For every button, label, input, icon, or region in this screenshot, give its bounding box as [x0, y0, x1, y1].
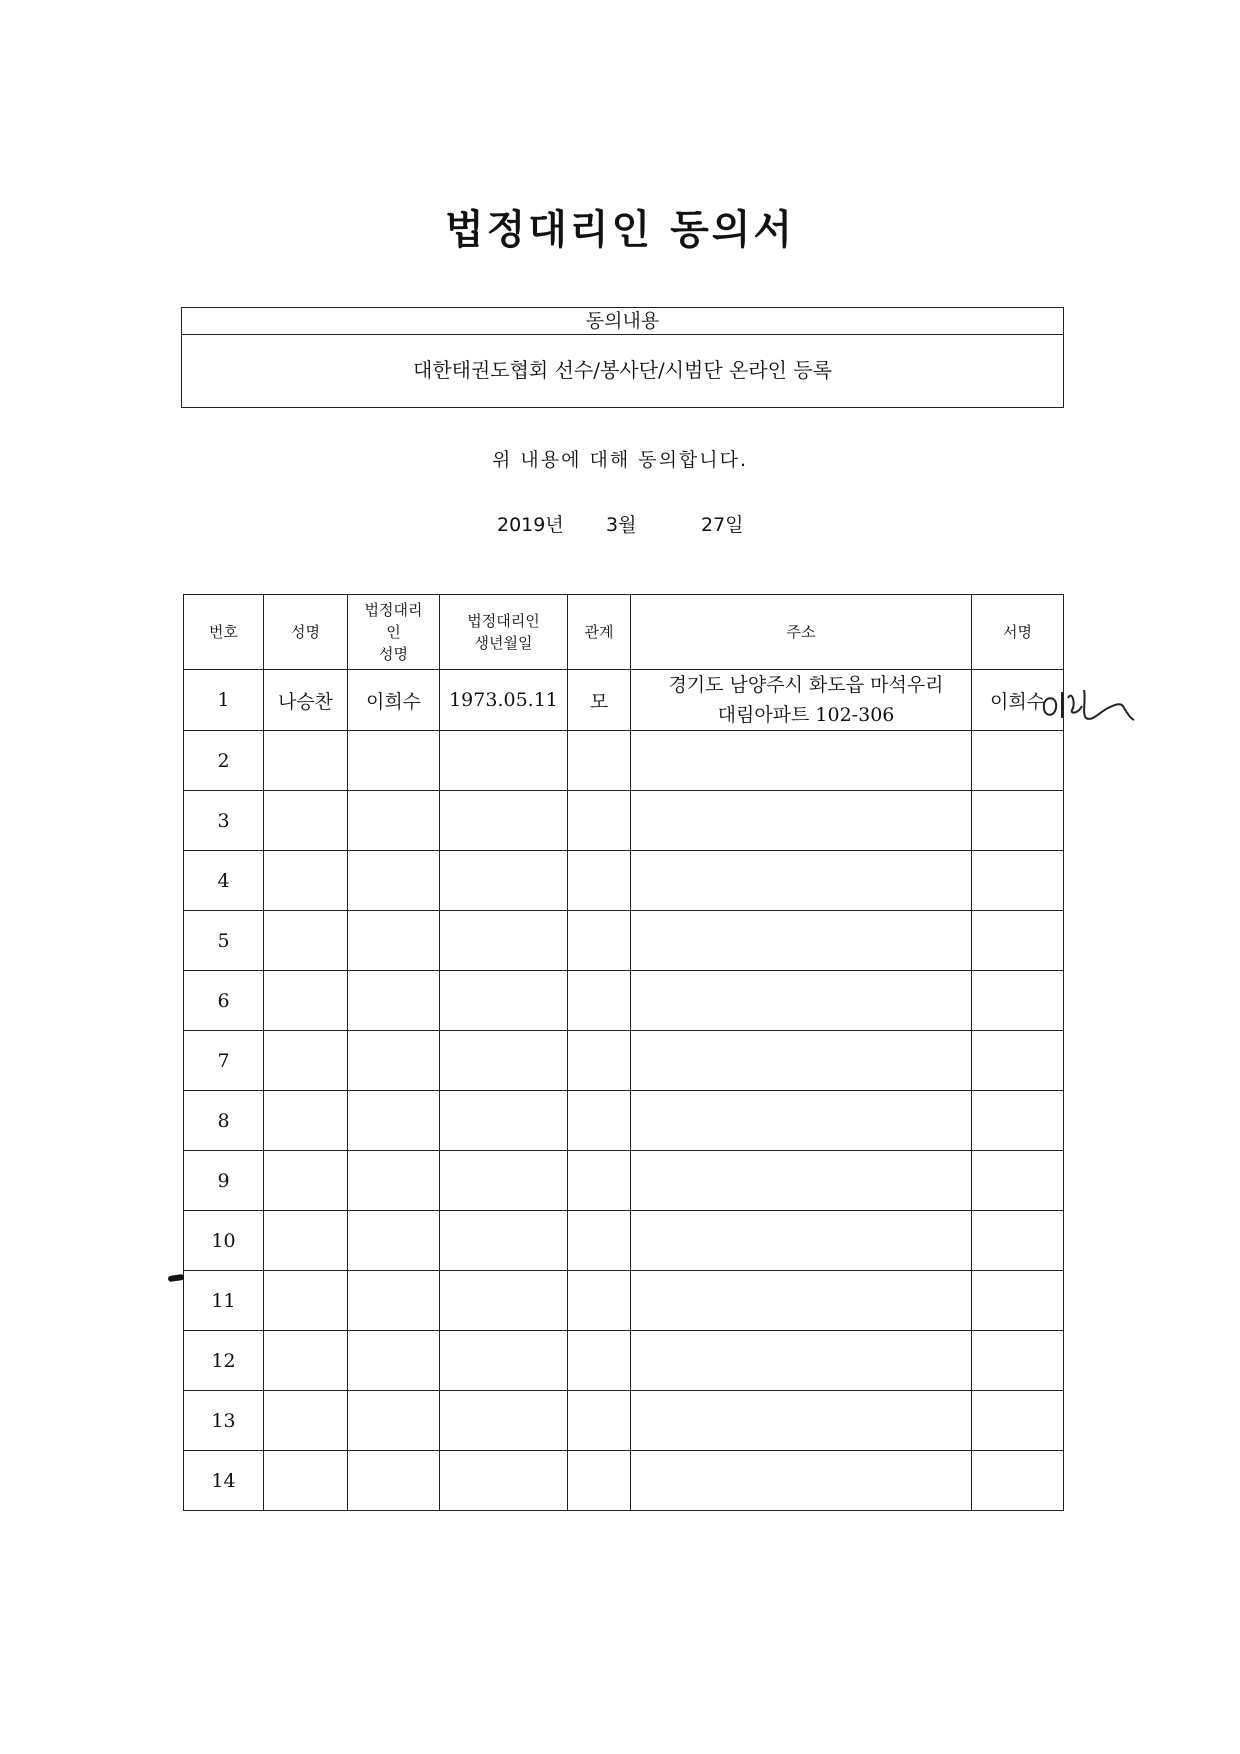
cell-no: 8: [184, 1091, 264, 1151]
cell-address: [631, 911, 972, 971]
cell-birth: [440, 731, 568, 791]
cell-address: [631, 731, 972, 791]
cell-relation: [568, 1331, 631, 1391]
consent-header: 동의내용: [182, 308, 1063, 335]
cell-birth: [440, 1391, 568, 1451]
cell-guardian: [348, 1451, 440, 1511]
cell-name: [264, 1211, 348, 1271]
cell-relation: [568, 1151, 631, 1211]
cell-birth: [440, 1211, 568, 1271]
table-row: [184, 731, 1064, 791]
cell-name: [264, 851, 348, 911]
cell-signature: [972, 851, 1064, 911]
cell-birth: 1973.05.11: [440, 670, 568, 731]
cell-relation: [568, 1451, 631, 1511]
cell-address: [631, 971, 972, 1031]
cell-signature: [972, 1031, 1064, 1091]
handwritten-signature-icon: [1038, 678, 1138, 724]
cell-name: [264, 791, 348, 851]
document-title: 법정대리인 동의서: [444, 207, 796, 253]
address-line2: 대림아파트 102-306: [717, 704, 895, 726]
cell-no: 3: [184, 791, 264, 851]
cell-relation: 모: [568, 670, 631, 731]
header-signature: 서명: [972, 595, 1064, 670]
cell-guardian: [348, 851, 440, 911]
header-guardian-name-line3: 성명: [379, 645, 408, 663]
table-row: [184, 791, 1064, 851]
table-row: [184, 670, 1064, 731]
address-line1: 경기도 남양주시 화도읍 마석우리: [668, 674, 944, 696]
table-row: [184, 1271, 1064, 1331]
cell-birth: [440, 851, 568, 911]
cell-birth: [440, 1331, 568, 1391]
cell-relation: [568, 1391, 631, 1451]
date-day: 27일: [701, 514, 744, 536]
cell-guardian: [348, 1151, 440, 1211]
cell-guardian: [348, 731, 440, 791]
table-row: [184, 1331, 1064, 1391]
cell-address: [631, 1091, 972, 1151]
header-guardian-name-line2: 인: [386, 623, 401, 641]
guardian-table: [183, 594, 1064, 1511]
cell-relation: [568, 791, 631, 851]
header-no: 번호: [184, 595, 264, 670]
table-row: [184, 911, 1064, 971]
cell-no: 14: [184, 1451, 264, 1511]
cell-signature: [972, 791, 1064, 851]
cell-guardian: [348, 1091, 440, 1151]
cell-relation: [568, 1211, 631, 1271]
cell-birth: [440, 1271, 568, 1331]
cell-name: [264, 1391, 348, 1451]
table-row: [184, 1211, 1064, 1271]
table-row: [184, 1151, 1064, 1211]
cell-no: 12: [184, 1331, 264, 1391]
cell-signature: [972, 1391, 1064, 1451]
header-guardian-birth-line2: 생년월일: [474, 634, 533, 652]
cell-signature: [972, 731, 1064, 791]
table-row: [184, 1031, 1064, 1091]
cell-name: 나승찬: [264, 670, 348, 731]
cell-guardian: [348, 971, 440, 1031]
header-guardian-name-line1: 법정대리: [364, 601, 423, 619]
cell-address: [631, 851, 972, 911]
cell-guardian: [348, 911, 440, 971]
cell-address: [631, 1331, 972, 1391]
cell-guardian: [348, 1331, 440, 1391]
cell-name: [264, 1091, 348, 1151]
cell-guardian: [348, 1271, 440, 1331]
cell-name: [264, 1451, 348, 1511]
cell-relation: [568, 851, 631, 911]
cell-no: 13: [184, 1391, 264, 1451]
agreement-statement: 위 내용에 대해 동의합니다.: [491, 449, 749, 471]
cell-no: 4: [184, 851, 264, 911]
cell-birth: [440, 1091, 568, 1151]
cell-name: [264, 971, 348, 1031]
consent-box: [181, 307, 1064, 408]
ink-mark: [168, 1274, 185, 1282]
date-year: 2019년: [497, 514, 564, 536]
cell-address: [631, 1271, 972, 1331]
cell-no: 1: [184, 670, 264, 731]
cell-signature: [972, 1331, 1064, 1391]
cell-address: [631, 1031, 972, 1091]
cell-no: 9: [184, 1151, 264, 1211]
cell-address: [631, 1211, 972, 1271]
cell-birth: [440, 911, 568, 971]
cell-guardian: [348, 1391, 440, 1451]
cell-guardian: [348, 1211, 440, 1271]
cell-relation: [568, 1271, 631, 1331]
cell-guardian: 이희수: [348, 670, 440, 731]
cell-signature: [972, 911, 1064, 971]
cell-no: 10: [184, 1211, 264, 1271]
consent-content: 대한태권도협회 선수/봉사단/시범단 온라인 등록: [413, 358, 832, 382]
cell-relation: [568, 1091, 631, 1151]
cell-name: [264, 911, 348, 971]
cell-signature: [972, 971, 1064, 1031]
cell-signature: [972, 1211, 1064, 1271]
header-guardian-birth-line1: 법정대리인: [467, 612, 540, 630]
cell-birth: [440, 1451, 568, 1511]
cell-address: [631, 1151, 972, 1211]
cell-no: 2: [184, 731, 264, 791]
header-name: 성명: [264, 595, 348, 670]
cell-name: [264, 1151, 348, 1211]
table-row: [184, 851, 1064, 911]
cell-guardian: [348, 791, 440, 851]
cell-relation: [568, 911, 631, 971]
table-row: [184, 1451, 1064, 1511]
header-guardian-name: [348, 595, 440, 670]
cell-signature: [972, 1151, 1064, 1211]
cell-name: [264, 1271, 348, 1331]
cell-birth: [440, 971, 568, 1031]
cell-signature: [972, 670, 1064, 731]
cell-birth: [440, 1031, 568, 1091]
cell-birth: [440, 1151, 568, 1211]
cell-name: [264, 731, 348, 791]
table-row: [184, 971, 1064, 1031]
cell-birth: [440, 791, 568, 851]
cell-name: [264, 1031, 348, 1091]
cell-address: [631, 670, 972, 731]
cell-guardian: [348, 1031, 440, 1091]
cell-signature: [972, 1091, 1064, 1151]
header-relation: 관계: [568, 595, 631, 670]
cell-signature: [972, 1451, 1064, 1511]
header-guardian-birth: [440, 595, 568, 670]
cell-no: 5: [184, 911, 264, 971]
cell-address: [631, 1451, 972, 1511]
cell-no: 6: [184, 971, 264, 1031]
cell-relation: [568, 731, 631, 791]
header-address: 주소: [631, 595, 972, 670]
cell-relation: [568, 1031, 631, 1091]
cell-address: [631, 791, 972, 851]
table-header-row: [184, 595, 1064, 670]
signature-text: 이희수: [989, 690, 1046, 713]
cell-address: [631, 1391, 972, 1451]
cell-relation: [568, 971, 631, 1031]
cell-no: 7: [184, 1031, 264, 1091]
cell-name: [264, 1331, 348, 1391]
cell-no: 11: [184, 1271, 264, 1331]
table-row: [184, 1391, 1064, 1451]
table-row: [184, 1091, 1064, 1151]
cell-signature: [972, 1271, 1064, 1331]
date-month: 3월: [606, 514, 637, 536]
